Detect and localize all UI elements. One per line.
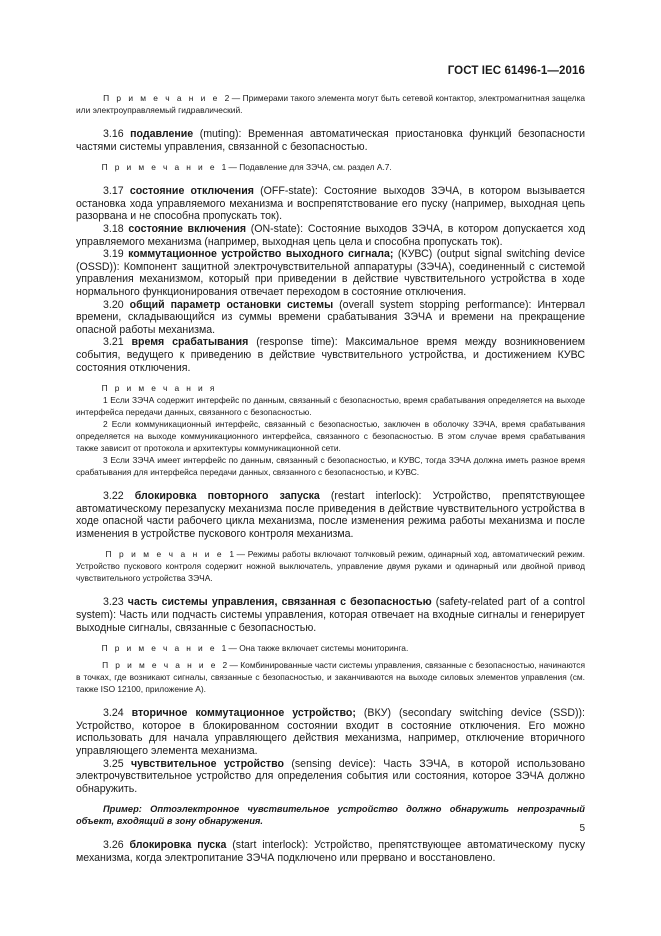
- term-definition: [76, 128, 585, 153]
- note-item: 3 Если ЗЭЧА имеет интерфейс по данным, связанный с безопасностью, и КУВС, тогда ЗЭЧА должна иметь разное время срабатывания для интерфейса передачи данных, связанного с безопасностью, и КУВС.: [76, 455, 585, 478]
- term-name: чувствительное устройство: [131, 757, 284, 770]
- note-item: 1 Если ЗЭЧА содержит интерфейс по данным, связанный с безопасностью, время срабатывания определяется на выходе интерфейса передачи данных, связанного с безопасностью.: [76, 395, 585, 418]
- term-name: общий параметр остановки системы: [129, 298, 334, 311]
- note-label: П р и м е ч а н и е: [105, 549, 224, 560]
- term-text: (OFF-state): Состояние выходов ЗЭЧА, в котором вызывается остановка хода управляемого механизма и воспрепятствование его пуску (например, выходная цепь разорвана и не способна пропускать ток).: [76, 185, 586, 223]
- notes-heading: [76, 382, 585, 394]
- term-name: подавление: [130, 128, 194, 140]
- term-definition: [76, 839, 585, 864]
- term-text: (start interlock): Устройство, препятствующее автоматическому пуску механизма, когда электропитание ЗЭЧА подключено или прервано и восстановлено.: [76, 839, 586, 864]
- note-label: П р и м е ч а н и е: [101, 643, 217, 654]
- term-number: 3.24: [103, 707, 124, 720]
- term-text: (ON-state): Состояние выходов ЗЭЧА, в котором допускается ход управляемого механизма (например, выходная цепь цела и способна пропускать ток).: [76, 222, 585, 248]
- term-definition: [76, 707, 585, 757]
- note: [76, 659, 585, 695]
- term-name: вторичное коммутационное устройство;: [131, 707, 356, 720]
- note-label: П р и м е ч а н и е: [101, 162, 217, 173]
- term-text: (КУВС) (output signal switching device (OSSD)): Компонент защитной электрочувствительной аппаратуры (ЗЭЧА), соединенный с системой управления механизмом, который при приведении в действие чувствительного устройства в ходе нормального функционирования отвечает переходом в состояние отключения.: [76, 248, 585, 298]
- term-number: 3.20: [103, 298, 124, 311]
- term-definition: [76, 596, 585, 634]
- note-text: 2 — Комбинированные части системы управления, связанные с безопасностью, начинаются в точках, где возникают сигналы, связанные с безопасностью, и заканчиваются на выходе силовых элементов управления (см. также ISO 12100, приложение А).: [76, 660, 586, 695]
- note: [76, 92, 585, 116]
- term-number: 3.21: [103, 336, 124, 349]
- note-item: 2 Если коммуникационный интерфейс, связанный с безопасностью, заключен в оболочку ЗЭЧА, время срабатывания определяется на выходе коммуникационного интерфейса, связанного с безопасностью. В этом случае время срабатывания также зависит от протокола и архитектуры коммуникационной сети.: [76, 419, 585, 454]
- page-header: ГОСТ IEC 61496-1—2016: [447, 65, 585, 77]
- term-number: 3.19: [103, 248, 124, 261]
- term-number: 3.16: [103, 128, 124, 140]
- term-number: 3.25: [103, 757, 124, 770]
- term-number: 3.23: [103, 596, 124, 609]
- term-number: 3.17: [103, 185, 124, 198]
- term-definition: [76, 185, 585, 223]
- page-number: 5: [579, 823, 585, 834]
- term-definition: [76, 299, 585, 337]
- example-text: Оптоэлектронное чувствительное устройство должно обнаружить непрозрачный объект, входящий в зону обнаружения.: [76, 804, 585, 827]
- note: [76, 161, 585, 173]
- term-definition: [76, 248, 585, 298]
- term-name: блокировка пуска: [129, 839, 227, 852]
- note-label: П р и м е ч а н и е: [102, 660, 218, 671]
- note-text: 1 — Режимы работы включают толчковый режим, одинарный ход, автоматический режим. Устройство пускового контроля содержит ножной выключатель, управление двумя руками и одинарный или двойной привод чувствительного устройства ЗЭЧА.: [76, 549, 586, 584]
- note: [76, 642, 585, 654]
- example: [76, 803, 585, 827]
- term-definition: [76, 758, 585, 796]
- example-label: Пример:: [103, 804, 142, 815]
- note-text: 1 — Она также включает системы мониторинга.: [221, 643, 409, 654]
- note-text: 2 — Примерами такого элемента могут быть сетевой контактор, электромагнитная защелка или электроуправляемый гидравлический.: [76, 93, 586, 115]
- term-number: 3.18: [103, 222, 124, 235]
- term-number: 3.26: [103, 839, 124, 852]
- term-text: (restart interlock): Устройство, препятствующее автоматическому перезапуску механизма после приведения в действие чувствительного устройства в ходе опасной части рабочего цикла механизма, после изменения режима работы механизма и после изменения в устройстве пускового контроля механизма.: [76, 490, 585, 540]
- term-text: (overall system stopping performance): Интервал времени, складывающийся из суммы времени срабатывания ЗЭЧА и времени на прекращение опасной работы механизма.: [76, 298, 586, 336]
- term-text: (muting): Временная автоматическая приостановка функций безопасности частями системы управления, связанной с безопасностью.: [76, 128, 585, 153]
- term-definition: [76, 223, 585, 248]
- term-text: (safety-related part of a control system): Часть или подчасть системы управления, которая отвечает на входные сигналы и генерирует выходные сигналы, связанные с безопасностью.: [76, 596, 585, 634]
- term-name: состояние включения: [128, 222, 247, 235]
- term-text: (response time): Максимальное время между возникновением события, ведущего к приведению в действие чувствительного устройства, и достижением КУВС состояния отключения.: [76, 336, 585, 374]
- term-name: состояние отключения: [129, 185, 254, 198]
- notes-label: П р и м е ч а н и я: [101, 383, 217, 394]
- term-definition: [76, 336, 585, 374]
- term-name: часть системы управления, связанная с безопасностью: [127, 596, 432, 609]
- note: [76, 548, 585, 584]
- term-text: (ВКУ) (secondary switching device (SSD)): Устройство, которое в блокированном состоянии входит в состояние отключения. Его можно использовать для начала управляющего действия механизма, например, отключение вторичного управляющего элемента механизма.: [76, 707, 585, 758]
- term-number: 3.22: [103, 490, 124, 503]
- note-label: П р и м е ч а н и е: [103, 93, 220, 103]
- term-name: время срабатывания: [131, 336, 249, 349]
- term-definition: [76, 490, 585, 540]
- document-body: [76, 92, 585, 865]
- term-name: коммутационное устройство выходного сигнала;: [128, 248, 394, 261]
- term-text: (sensing device): Часть ЗЭЧА, в которой использовано электрочувствительное устройство для определения события или состояния, которое ЗЭЧА должно обнаружить.: [76, 757, 585, 795]
- note-text: 1 — Подавление для ЗЭЧА, см. раздел А.7.: [221, 162, 392, 173]
- term-name: блокировка повторного запуска: [134, 490, 320, 503]
